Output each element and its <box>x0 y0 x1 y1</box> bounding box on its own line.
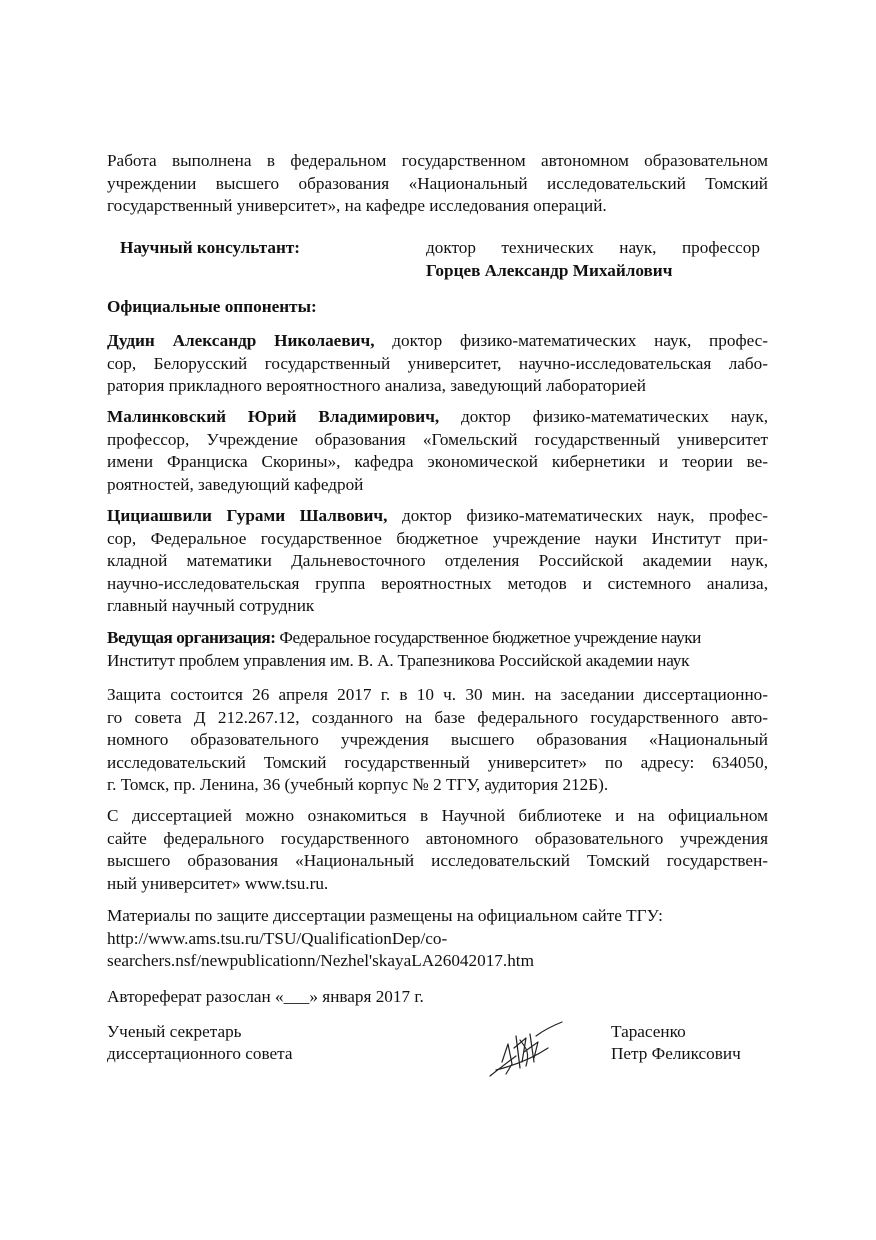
defense-paragraph <box>107 684 768 797</box>
consultant-degree: доктор технических наук, профессор <box>426 238 760 257</box>
defense-line: г. Томск, пр. Ленина, 36 (учебный корпус № 2 ТГУ, аудитория 212Б). <box>107 775 609 794</box>
materials-url: searchers.nsf/newpublicationn/Nezhel'skayaLA26042017.htm <box>107 951 534 970</box>
opponent-entry <box>107 330 768 398</box>
intro-line: государственный университет», на кафедре исследования операций. <box>107 196 607 215</box>
leading-org-label: Ведущая организация: <box>107 628 276 647</box>
secretary-given-names: Петр Феликсович <box>611 1044 741 1063</box>
consultant-label: Научный консультант: <box>120 238 301 257</box>
intro-line: Работа выполнена в федеральном государственном автономном образовательном <box>107 151 768 170</box>
defense-line: го совета Д 212.267.12, созданного на базе федерального государственного авто- <box>107 707 768 727</box>
intro-paragraph <box>107 150 768 218</box>
handwritten-signature-icon <box>486 1018 566 1087</box>
defense-line: Защита состоится 26 апреля 2017 г. в 10 ч. 30 мин. на заседании диссертационно- <box>107 685 768 704</box>
library-line: ный университет» www.tsu.ru. <box>107 873 329 893</box>
secretary-title: диссертационного совета <box>107 1044 293 1063</box>
opponents-heading: Официальные оппоненты: <box>107 297 317 316</box>
library-line: высшего образования «Национальный исследовательский Томский государствен- <box>107 851 768 870</box>
materials-paragraph <box>107 905 768 973</box>
opponent-name: Цициашвили Гурами Шалвович, <box>107 506 388 525</box>
opponent-text: роятностей, заведующий кафедрой <box>107 474 364 494</box>
opponent-text: научно-исследовательская группа вероятностных методов и системного анализа, <box>107 573 768 593</box>
leading-org-text: Федеральное государственное бюджетное учреждение науки <box>275 628 701 647</box>
materials-url: http://www.ams.tsu.ru/TSU/QualificationDep/co- <box>107 928 448 948</box>
library-paragraph <box>107 805 768 895</box>
leading-organization <box>107 627 768 672</box>
defense-line: номного образовательного учреждения высшего образования «Национальный <box>107 730 768 749</box>
library-line: С диссертацией можно ознакомиться в Научной библиотеке и на официальном <box>107 806 768 825</box>
intro-line: учреждении высшего образования «Национальный исследовательский Томский <box>107 173 768 193</box>
opponent-text: главный научный сотрудник <box>107 596 315 615</box>
opponent-text: профессор, Учреждение образования «Гомельский государственный университет <box>107 429 768 449</box>
opponent-text: сор, Федеральное государственное бюджетное учреждение науки Институт при- <box>107 528 768 548</box>
opponent-text: ратория прикладного вероятностного анализа, заведующий лабораторией <box>107 376 646 395</box>
consultant-name: Горцев Александр Михайлович <box>426 260 673 280</box>
opponent-entry <box>107 406 768 496</box>
opponent-text: доктор физико-математических наук, профес- <box>374 331 768 350</box>
opponent-text: кладной математики Дальневосточного отделения Российской академии наук, <box>107 551 768 570</box>
sent-date: Автореферат разослан «___» января 2017 г. <box>107 987 424 1006</box>
opponent-name: Малинковский Юрий Владимирович, <box>107 407 440 426</box>
opponent-name: Дудин Александр Николаевич, <box>107 331 375 350</box>
opponent-text: сор, Белорусский государственный университет, научно-исследовательская лабо- <box>107 353 768 373</box>
materials-line: Материалы по защите диссертации размещены на официальном сайте ТГУ: <box>107 906 663 925</box>
leading-org-text: Институт проблем управления им. В. А. Трапезникова Российской академии наук <box>107 650 690 670</box>
secretary-surname: Тарасенко <box>611 1022 686 1041</box>
opponent-text: имени Франциска Скорины», кафедра экономической кибернетики и теории ве- <box>107 452 768 471</box>
defense-line: исследовательский Томский государственный университет» по адресу: 634050, <box>107 752 768 772</box>
library-line: сайте федерального государственного автономного образовательного учреждения <box>107 828 768 848</box>
opponent-text: доктор физико-математических наук, профес- <box>387 506 768 525</box>
opponent-text: доктор физико-математических наук, <box>439 407 768 426</box>
opponent-entry <box>107 505 768 618</box>
secretary-title: Ученый секретарь <box>107 1022 242 1041</box>
consultant-value <box>426 237 760 282</box>
